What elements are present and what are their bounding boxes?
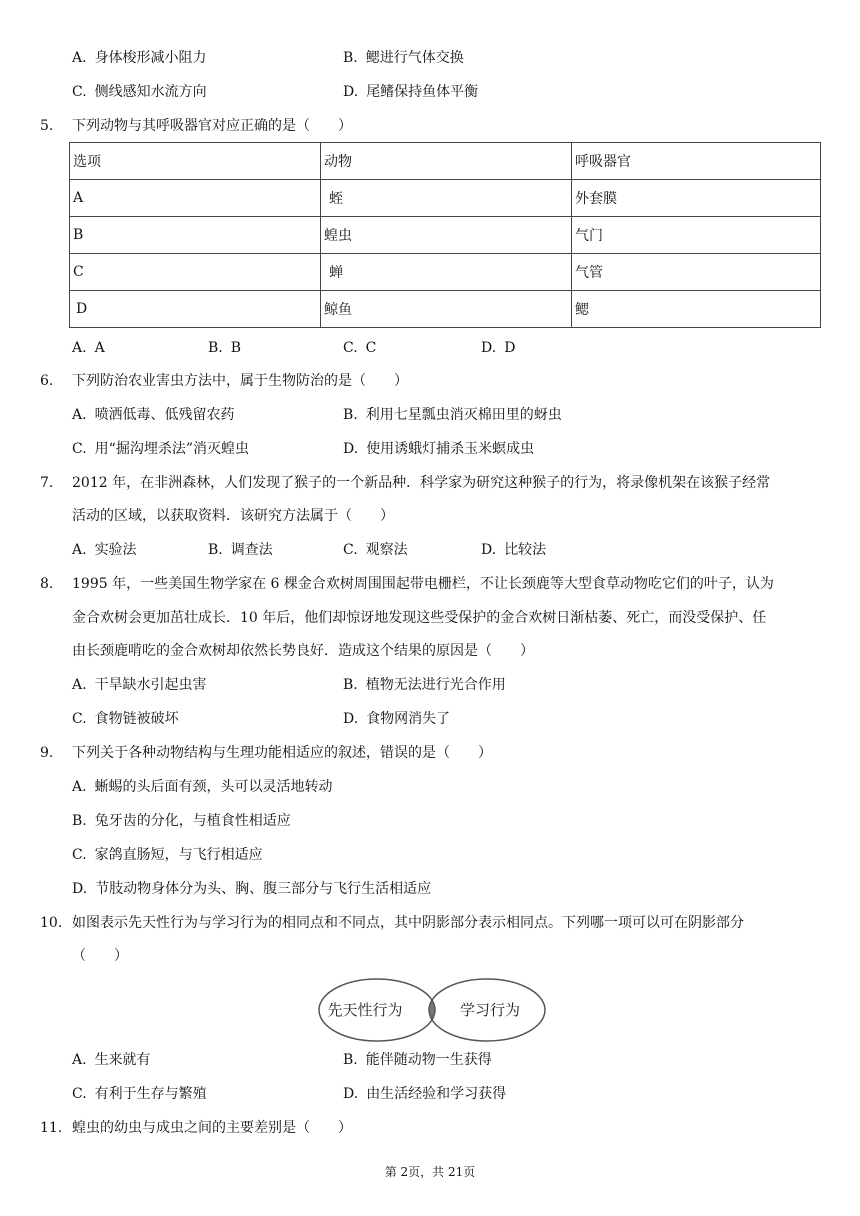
option-text: 植物无法进行光合作用 [365, 677, 506, 693]
respiration-table [69, 142, 821, 328]
option-letter: A. [72, 1052, 87, 1068]
q5-option-b [208, 338, 241, 358]
table-row [70, 291, 821, 328]
q10-option-d [343, 1084, 506, 1104]
option-letter: A. [72, 340, 87, 356]
q5-option-d [481, 338, 515, 358]
option-letter: C. [72, 711, 87, 727]
option-letter: C. [72, 847, 87, 863]
question-number: 10. [40, 915, 63, 931]
q9-option-c [72, 845, 263, 865]
table-cell: 鲸鱼 [321, 291, 572, 328]
q6-option-b [343, 405, 562, 425]
option-letter: B. [208, 340, 223, 356]
option-text: 用“掘沟埋杀法”消灭蝗虫 [94, 441, 249, 457]
option-letter: D. [72, 881, 88, 897]
option-text: 节肢动物身体分为头、胸、腹三部分与飞行生活相适应 [95, 881, 432, 897]
option-text: C [365, 340, 377, 356]
option-letter: B. [343, 677, 358, 693]
option-text: 使用诱蛾灯捕杀玉米螟成虫 [366, 441, 535, 457]
q4-option-a [72, 48, 207, 68]
venn-diagram [316, 975, 548, 1045]
option-text: D [504, 340, 516, 356]
option-letter: C. [72, 441, 87, 457]
q4-option-b [343, 48, 464, 68]
q9-option-a [72, 777, 333, 797]
question-stem: 1995 年，一些美国生物学家在 6 棵金合欢树周围围起带电栅栏，不让长颈鹿等大型食草动物吃它们的叶子，认为 [72, 576, 774, 592]
option-text: 调查法 [230, 542, 273, 558]
q7-option-c [343, 540, 408, 560]
q6-option-c [72, 439, 249, 459]
question-stem: 下列关于各种动物结构与生理功能相适应的叙述，错误的是（ ） [72, 745, 492, 761]
table-cell: A [70, 180, 321, 217]
question-number: 7. [40, 475, 54, 491]
question-number: 5. [40, 118, 54, 134]
option-letter: C. [343, 340, 358, 356]
question-number: 11. [40, 1120, 63, 1136]
option-letter: C. [72, 1086, 87, 1102]
table-header-cell: 选项 [70, 143, 321, 180]
option-text: 生来就有 [94, 1052, 151, 1068]
table-row [70, 217, 821, 254]
option-letter: D. [343, 1086, 359, 1102]
question-stem: 2012 年，在非洲森林，人们发现了猴子的一个新品种．科学家为研究这种猴子的行为，将录像机架在该猴子经常 [72, 475, 771, 491]
option-text: 尾鳍保持鱼体平衡 [366, 84, 479, 100]
option-letter: D. [343, 441, 359, 457]
question-stem-continued: 由长颈鹿啃吃的金合欢树却依然长势良好．造成这个结果的原因是（ ） [72, 643, 534, 659]
table-header-cell: 动物 [321, 143, 572, 180]
option-text: 食物网消失了 [366, 711, 451, 727]
question-stem: 蝗虫的幼虫与成虫之间的主要差别是（ ） [72, 1120, 352, 1136]
table-cell: 鳃 [572, 291, 821, 328]
table-cell: 蝉 [321, 254, 572, 291]
table-cell: C [70, 254, 321, 291]
option-letter: B. [343, 50, 358, 66]
table-row [70, 180, 821, 217]
q7-option-d [481, 540, 546, 560]
option-text: B [230, 340, 242, 356]
question-stem: 下列防治农业害虫方法中，属于生物防治的是（ ） [72, 373, 408, 389]
question-number: 8. [40, 576, 54, 592]
option-text: 身体梭形减小阻力 [94, 50, 207, 66]
q6-option-d [343, 439, 534, 459]
option-letter: A. [72, 779, 87, 795]
option-text: 兔牙齿的分化，与植食性相适应 [94, 813, 291, 829]
q8-option-b [343, 675, 506, 695]
option-text: 鳃进行气体交换 [365, 50, 464, 66]
venn-right-label: 学习行为 [459, 1001, 521, 1019]
venn-svg [316, 975, 548, 1045]
table-header-row [70, 143, 821, 180]
table-cell: 气门 [572, 217, 821, 254]
option-text: A [94, 340, 105, 356]
q9-option-d [72, 879, 431, 899]
option-letter: C. [343, 542, 358, 558]
q9-option-b [72, 811, 291, 831]
option-text: 由生活经验和学习获得 [366, 1086, 507, 1102]
option-letter: B. [208, 542, 223, 558]
table-row [70, 254, 821, 291]
q6-option-a [72, 405, 235, 425]
q7-option-a [72, 540, 137, 560]
table-cell: 蛭 [321, 180, 572, 217]
option-letter: D. [343, 711, 359, 727]
question-stem: 如图表示先天性行为与学习行为的相同点和不同点，其中阴影部分表示相同点。下列哪一项可以可在阴影部分 [72, 915, 744, 931]
option-text: 侧线感知水流方向 [94, 84, 207, 100]
q8-option-c [72, 709, 179, 729]
option-letter: A. [72, 677, 87, 693]
q4-option-c [72, 82, 207, 102]
q8-option-a [72, 675, 207, 695]
question-number: 9. [40, 745, 54, 761]
option-text: 实验法 [94, 542, 137, 558]
venn-left-label: 先天性行为 [327, 1001, 403, 1019]
option-letter: D. [343, 84, 359, 100]
page-footer: 第 2页，共 21页 [384, 1165, 476, 1179]
table-cell: 气管 [572, 254, 821, 291]
table-cell: 蝗虫 [321, 217, 572, 254]
table-cell: B [70, 217, 321, 254]
option-letter: A. [72, 407, 87, 423]
table-header-cell: 呼吸器官 [572, 143, 821, 180]
q10-option-a [72, 1050, 151, 1070]
question-stem-continued: 金合欢树会更加茁壮成长．10 年后，他们却惊讶地发现这些受保护的金合欢树日渐枯萎、死亡，而没受保护、任 [72, 610, 767, 626]
option-letter: B. [343, 407, 358, 423]
q8-option-d [343, 709, 450, 729]
option-letter: A. [72, 50, 87, 66]
option-text: 观察法 [365, 542, 408, 558]
option-text: 有利于生存与繁殖 [94, 1086, 207, 1102]
option-text: 蜥蜴的头后面有颈，头可以灵活地转动 [94, 779, 333, 795]
option-letter: B. [343, 1052, 358, 1068]
option-text: 干旱缺水引起虫害 [94, 677, 207, 693]
table-cell: 外套膜 [572, 180, 821, 217]
option-text: 比较法 [504, 542, 547, 558]
question-stem: 下列动物与其呼吸器官对应正确的是（ ） [72, 118, 352, 134]
q5-option-a [72, 338, 105, 358]
option-letter: A. [72, 542, 87, 558]
q4-option-d [343, 82, 478, 102]
q10-option-b [343, 1050, 492, 1070]
option-text: 能伴随动物一生获得 [365, 1052, 492, 1068]
option-text: 喷洒低毒、低残留农药 [94, 407, 235, 423]
option-letter: D. [481, 340, 497, 356]
q10-option-c [72, 1084, 207, 1104]
q7-option-b [208, 540, 273, 560]
option-text: 利用七星瓢虫消灭棉田里的蚜虫 [365, 407, 562, 423]
table-cell: D [70, 291, 321, 328]
q5-option-c [343, 338, 376, 358]
option-letter: C. [72, 84, 87, 100]
option-text: 食物链被破坏 [94, 711, 179, 727]
question-stem-continued: （ ） [72, 948, 128, 964]
option-text: 家鸽直肠短，与飞行相适应 [94, 847, 263, 863]
question-stem-continued: 活动的区域，以获取资料．该研究方法属于（ ） [72, 508, 394, 524]
question-number: 6. [40, 373, 54, 389]
option-letter: B. [72, 813, 87, 829]
option-letter: D. [481, 542, 497, 558]
